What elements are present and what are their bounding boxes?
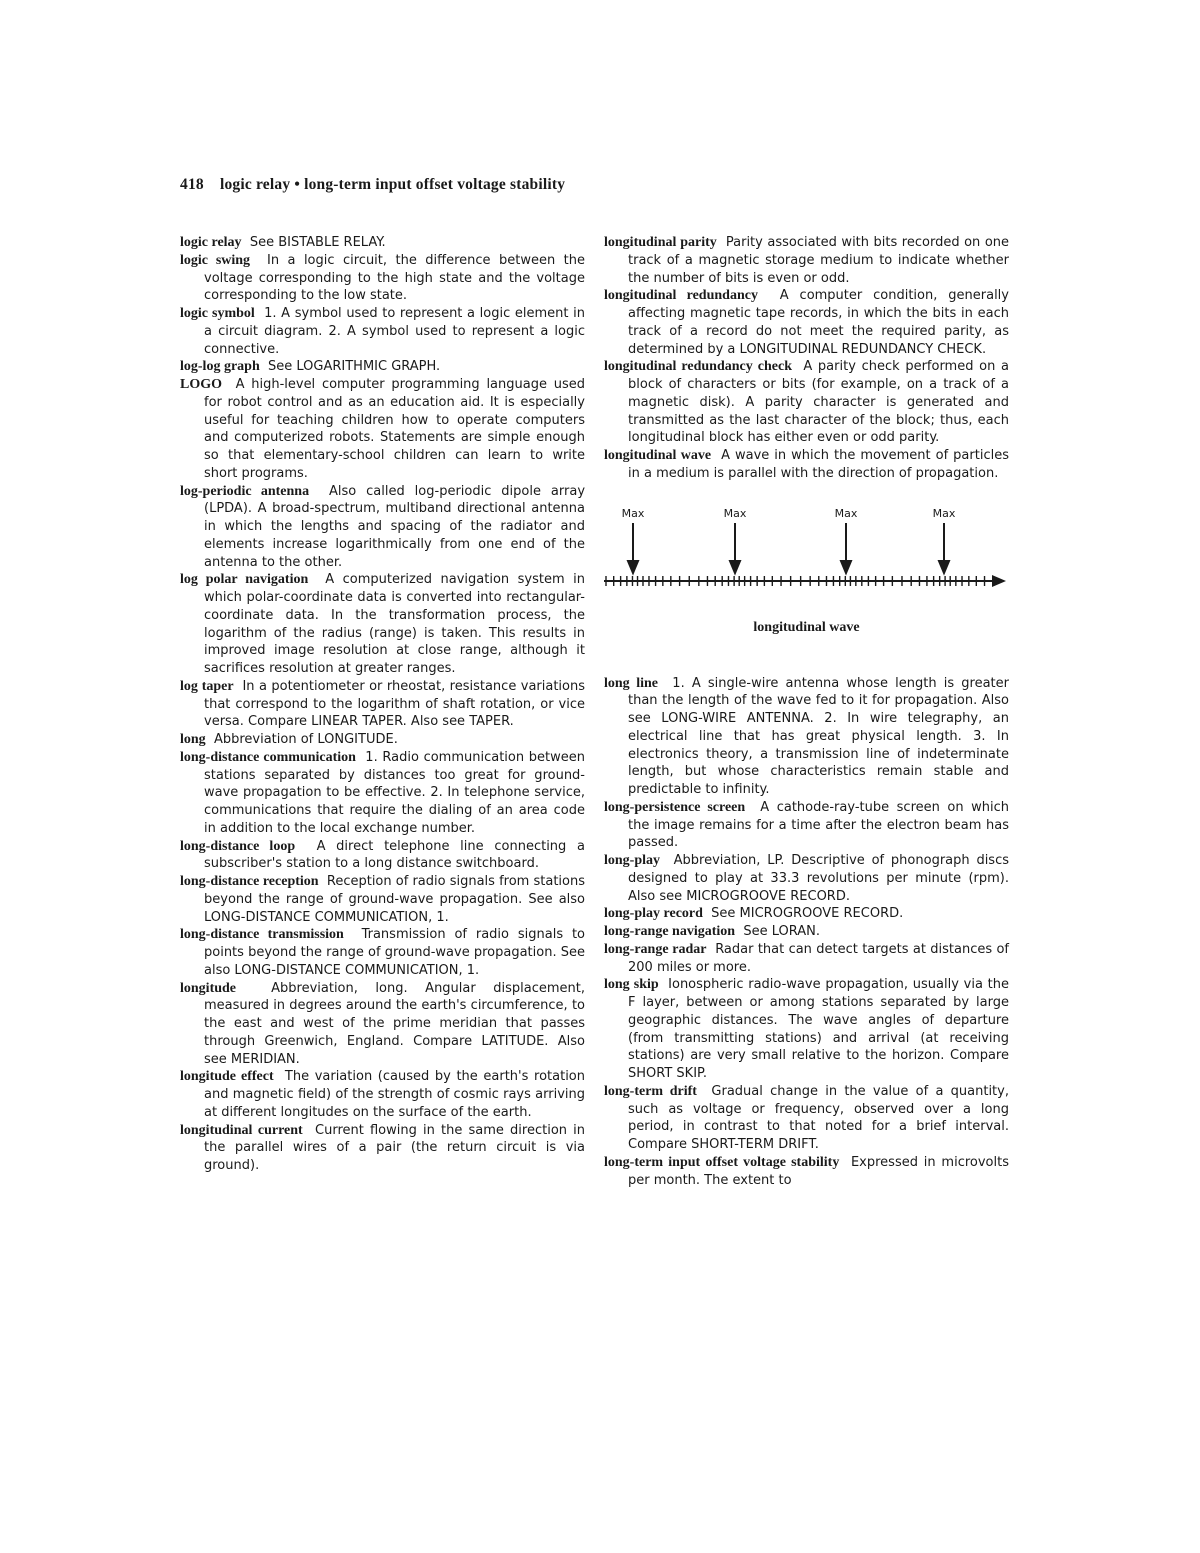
entry-term: long line (604, 675, 658, 691)
entry-definition: Parity associated with bits recorded on one track of a magnetic storage medium to indicate whether the number of bits is even or odd. (628, 235, 1010, 286)
entry-definition: 1. A symbol used to represent a logic element in a circuit diagram. 2. A symbol used to represent a logic connective. (204, 306, 586, 357)
dictionary-entry (604, 852, 1009, 905)
entry-definition: See LORAN. (743, 924, 820, 939)
entry-term: logic symbol (180, 306, 255, 321)
entry-definition: A computerized navigation system in which polar-coordinate data is converted into rectangular-coordinate data. In the transformation process, the logarithm of the radius (range) is taken. This results in improved image resolution at close range, although it sacrifices resolution at greater ranges. (204, 572, 585, 676)
dictionary-entry (180, 731, 585, 749)
entry-definition: 1. Radio communication between stations separated by distances too great for ground-wave propagation to be effective. 2. In telephone service, communications that require the dialing of an area code in addition to the local exchange number. (204, 749, 586, 836)
right-column (604, 234, 1009, 1189)
max-arrow-head (628, 561, 638, 573)
entry-term: longitudinal wave (604, 448, 712, 463)
max-arrow-head (841, 561, 851, 573)
entry-definition: Abbreviation, LP. Descriptive of phonograph discs designed to play at 33.3 revolutions per minute (rpm). Also see MICROGROOVE RECORD. (628, 853, 1009, 904)
max-label: Max (621, 506, 645, 520)
entry-definition: Expressed in microvolts per month. The extent to (628, 1154, 1009, 1188)
entry-definition: Reception of radio signals from stations beyond the range of ground-wave propagation. See also LONG-DISTANCE COMMUNICATION, 1. (204, 874, 585, 925)
max-arrows (628, 523, 949, 573)
entry-term: long skip (604, 977, 659, 993)
entry-definition: A computer condition, generally affecting magnetic tape records, in which the bits in each track of a record do not meet the required parity, as determined by a LONGITUDINAL REDUNDANCY CHECK. (628, 288, 1009, 357)
dictionary-entry (604, 675, 1009, 799)
entry-term: LOGO (180, 377, 223, 392)
page-number: 418 (180, 176, 204, 193)
max-arrow-head (730, 561, 740, 573)
entry-term: longitude (180, 980, 237, 996)
entry-term: longitudinal redundancy check (604, 359, 792, 375)
entry-definition: A high-level computer programming language used for robot control and as an education aid. It is especially useful for teaching children how to operate computers and computerized robots. Statements are simple enough so that elementary-school children can learn to write short programs. (204, 377, 585, 481)
entry-term: longitude effect (180, 1069, 274, 1085)
entry-term: long-persistence screen (604, 799, 746, 815)
entry-term: log-log graph (180, 359, 260, 375)
dictionary-entry (180, 1068, 585, 1121)
dictionary-entry (180, 873, 585, 926)
dictionary-entry (604, 1154, 1009, 1190)
entry-definition: A cathode-ray-tube screen on which the image remains for a time after the electron beam has passed. (628, 799, 1010, 851)
entry-definition: 1. A single-wire antenna whose length is greater than the length of the wave fed to it for propagation. Also see LONG-WIRE ANTENNA. 2. In wire telegraphy, an electrical line that has great physical length. 3. In electronics theory, a transmission line of indeterminate length, but whose characteristics remain stable and predictable to infinity. (628, 675, 1009, 797)
dictionary-entry (180, 838, 585, 874)
entry-term: long-range navigation (604, 924, 736, 939)
dictionary-entry (180, 358, 585, 376)
dictionary-entry (180, 305, 585, 358)
max-arrow-head (939, 561, 949, 573)
longitudinal-wave-figure (604, 503, 1009, 675)
entry-term: logic swing (180, 252, 251, 268)
entry-term: long-range radar (604, 941, 707, 957)
entry-term: longitudinal redundancy (604, 288, 758, 304)
dictionary-entry (604, 234, 1009, 287)
entry-definition: Also called log-periodic dipole array (LPDA). A broad-spectrum, multiband directional antenna in which the lengths and spacing of the radiator and elements increase logarithmically from one end of the antenna to the other. (204, 483, 586, 570)
entry-term: log polar navigation (180, 572, 309, 588)
entry-definition: Abbreviation of LONGITUDE. (213, 732, 398, 747)
dictionary-entry (180, 926, 585, 979)
max-label: Max (723, 506, 747, 520)
entry-term: long-distance transmission (180, 927, 344, 943)
entry-definition: A wave in which the movement of particles in a medium is parallel with the direction of propagation. (628, 448, 1009, 481)
dictionary-entry (180, 1122, 585, 1175)
entry-term: long-distance loop (180, 838, 296, 854)
dictionary-entry (180, 980, 585, 1069)
dictionary-entry (180, 749, 585, 838)
dictionary-entry (604, 287, 1009, 358)
entry-definition: See MICROGROOVE RECORD. (711, 906, 904, 922)
entry-definition: A direct telephone line connecting a subscriber's station to a long distance switchboard. (204, 838, 585, 872)
dictionary-entry (604, 923, 1009, 941)
entry-term: log-periodic antenna (180, 483, 310, 499)
dictionary-entry (604, 799, 1009, 852)
entry-definition: See BISTABLE RELAY. (249, 235, 386, 250)
dictionary-entry (180, 678, 585, 731)
entry-term: longitudinal parity (604, 235, 717, 250)
entry-term: long-distance communication (180, 749, 356, 765)
entry-definition: Current flowing in the same direction in the parallel wires of a pair (the return circuit is via ground). (204, 1122, 586, 1173)
dictionary-entry (604, 905, 1009, 923)
dictionary-entry (180, 376, 585, 483)
entry-definition: Abbreviation, long. Angular displacement, measured in degrees around the earth's circumference, to the east and west of the prime meridian that passes through Greenwich, England. Compare LATITUDE. Also see MERIDIAN. (204, 980, 586, 1067)
dictionary-entry (604, 358, 1009, 447)
figure-caption: longitudinal wave (753, 619, 860, 635)
wave-diagram (604, 503, 1009, 613)
dictionary-entry (604, 976, 1009, 1083)
entry-term: long-play record (604, 906, 703, 922)
entry-term: long (180, 732, 206, 747)
entry-term: log taper (180, 678, 234, 694)
propagation-arrow-head (992, 575, 1006, 587)
entry-definition: See LOGARITHMIC GRAPH. (268, 359, 441, 375)
dictionary-entry (180, 252, 585, 305)
entry-term: long-term drift (604, 1083, 697, 1099)
entry-definition: Radar that can detect targets at distances of 200 miles or more. (628, 941, 1010, 975)
dictionary-entry (604, 447, 1009, 483)
left-column (180, 234, 585, 1175)
dictionary-entry (180, 571, 585, 678)
running-header (180, 176, 565, 194)
dictionary-entry (604, 1083, 1009, 1154)
max-label: Max (932, 506, 956, 520)
max-label: Max (834, 506, 858, 520)
entry-definition: Gradual change in the value of a quantity, such as voltage or frequency, observed over a long period, in contrast to that noted for a brief interval. Compare SHORT-TERM DRIFT. (628, 1083, 1009, 1152)
dictionary-entry (180, 483, 585, 572)
running-title: logic relay • long-term input offset voltage stability (219, 176, 566, 193)
entry-term: long-term input offset voltage stability (604, 1154, 840, 1170)
entry-definition: The variation (caused by the earth's rotation and magnetic field) of the strength of cosmic rays arriving at different longitudes on the surface of the earth. (204, 1069, 585, 1120)
dictionary-entry (604, 941, 1009, 977)
entry-definition: In a logic circuit, the difference between the voltage corresponding to the high state and the voltage corresponding to the low state. (204, 252, 586, 304)
entry-definition: A parity check performed on a block of characters or bits (for example, on a track of a magnetic disk). A parity character is generated and transmitted as the last character of the block; thus, each longitudinal block has either even or odd parity. (628, 359, 1009, 446)
entry-term: long-play (604, 853, 661, 868)
dictionary-entry (180, 234, 585, 252)
entry-definition: Transmission of radio signals to points beyond the range of ground-wave propagation. See also LONG-DISTANCE COMMUNICATION, 1. (204, 927, 586, 978)
entry-term: logic relay (180, 235, 242, 250)
entry-term: long-distance reception (180, 874, 319, 889)
entry-definition: Ionospheric radio-wave propagation, usually via the F layer, between or among stations separated by large geographic distances. The wave angles of departure (from transmitting stations) and arrival (at receiving stations) are very small relative to the horizon. Compare SHORT SKIP. (628, 977, 1009, 1081)
entry-term: longitudinal current (180, 1122, 303, 1138)
entry-definition: In a potentiometer or rheostat, resistance variations that correspond to the logarithm of shaft rotation, or vice versa. Compare LINEAR TAPER. Also see TAPER. (204, 678, 586, 730)
